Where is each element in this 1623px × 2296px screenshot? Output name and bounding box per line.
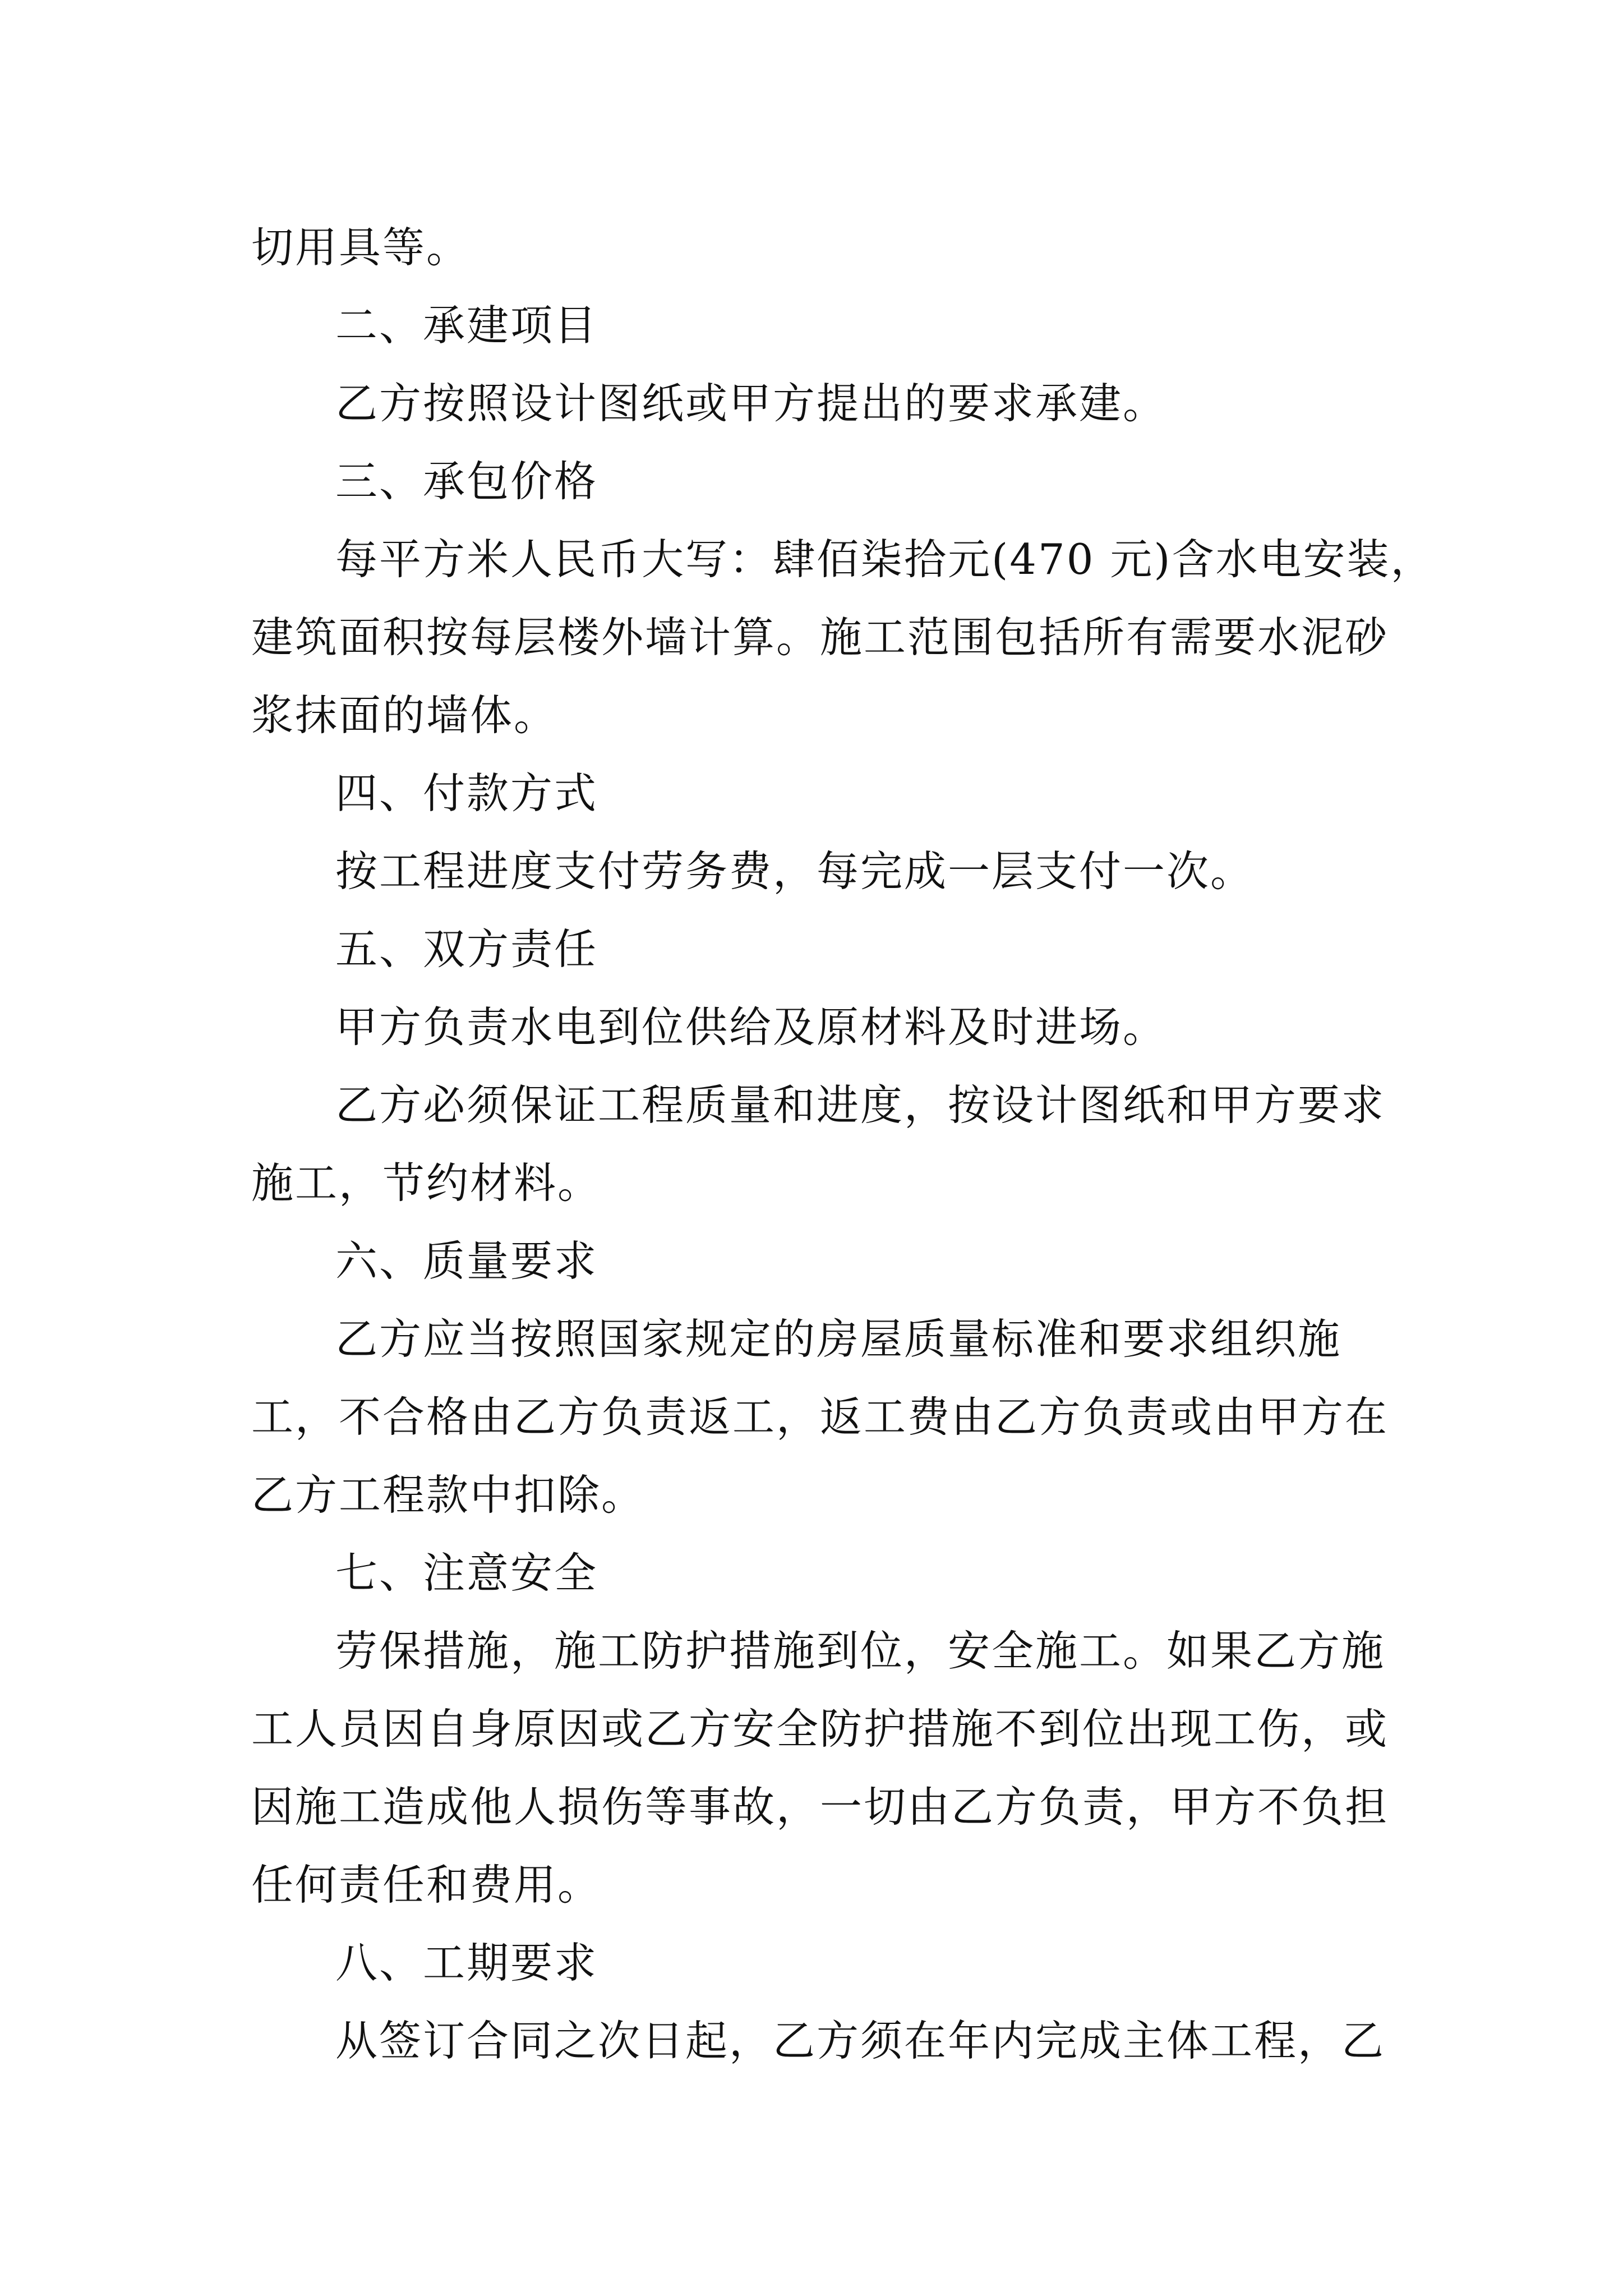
text-line: 切用具等。 [251,223,471,272]
section-heading: 四、付款方式 [335,769,598,818]
text-line: 乙方按照设计图纸或甲方提出的要求承建。 [335,379,1167,428]
text-line: 任何责任和费用。 [251,1860,602,1910]
section-heading: 二、承建项目 [335,301,598,350]
text-line: 按工程进度支付劳务费，每完成一层支付一次。 [335,846,1255,896]
text-line: 工，不合格由乙方负责返工，返工费由乙方负责或由甲方在 [251,1392,1389,1442]
text-line: 从签订合同之次日起，乙方须在年内完成主体工程，乙 [335,2016,1386,2065]
section-heading: 三、承包价格 [335,457,598,506]
section-heading: 六、质量要求 [335,1236,598,1286]
text-line: 乙方工程款中扣除。 [251,1470,645,1520]
text-line: 每平方米人民币大写：肆佰柒拾元(470 元)含水电安装， [335,535,1435,584]
text-line: 施工，节约材料。 [251,1158,602,1208]
text-line: 浆抹面的墙体。 [251,691,558,740]
text-line: 乙方必须保证工程质量和进度，按设计图纸和甲方要求 [335,1080,1386,1130]
text-line: 工人员因自身原因或乙方安全防护措施不到位出现工伤，或 [251,1704,1389,1754]
section-heading: 五、双方责任 [335,924,598,974]
section-heading: 八、工期要求 [335,1938,598,1987]
section-heading: 七、注意安全 [335,1548,598,1598]
text-line: 乙方应当按照国家规定的房屋质量标准和要求组织施 [335,1314,1342,1364]
text-line: 劳保措施，施工防护措施到位，安全施工。如果乙方施 [335,1626,1386,1676]
text-line: 建筑面积按每层楼外墙计算。施工范围包括所有需要水泥砂 [251,613,1389,662]
text-line: 甲方负责水电到位供给及原材料及时进场。 [335,1002,1167,1052]
document-page [251,209,1435,2080]
text-line: 因施工造成他人损伤等事故，一切由乙方负责，甲方不负担 [251,1782,1389,1832]
